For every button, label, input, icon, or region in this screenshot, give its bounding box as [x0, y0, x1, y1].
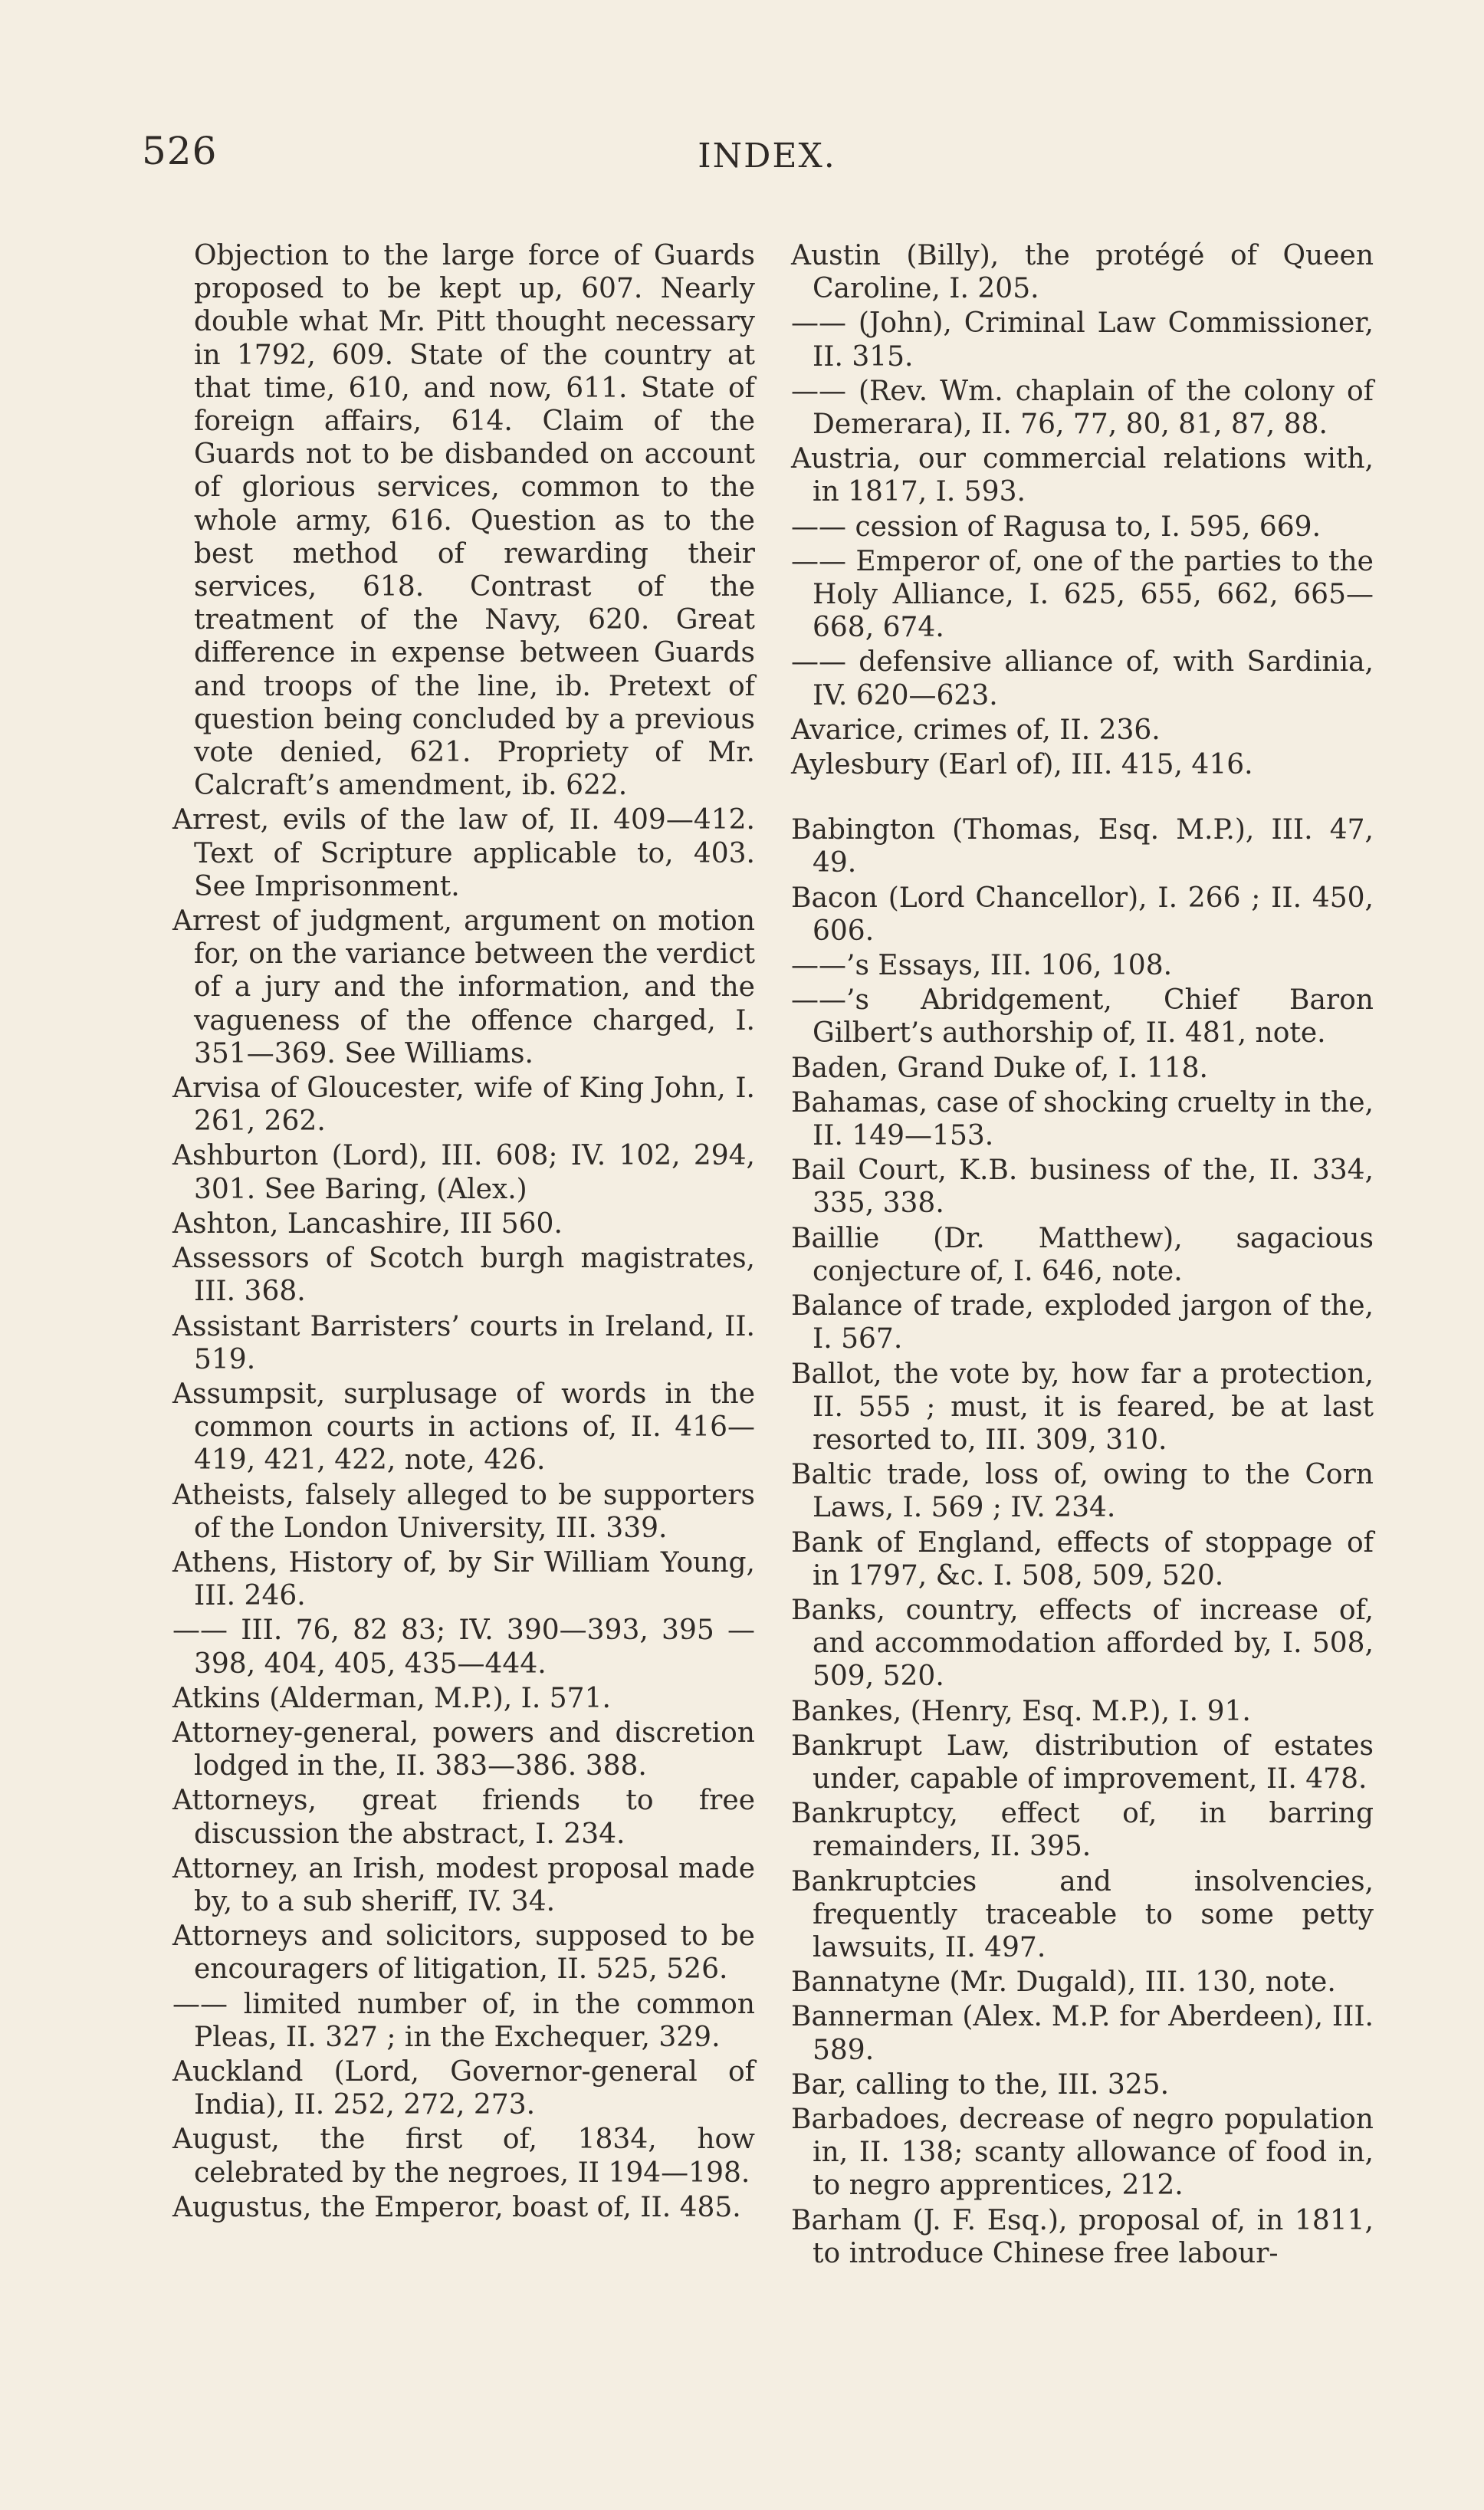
- index-entry: Ashburton (Lord), III. 608; IV. 102, 294, 301. See Baring, (Alex.): [172, 1140, 755, 1205]
- index-entry: Assessors of Scotch burgh magistrates, III. 368.: [172, 1243, 755, 1308]
- index-entry: Bacon (Lord Chancellor), I. 266 ; II. 450, 606.: [791, 882, 1374, 947]
- index-entry: —— (John), Criminal Law Commissioner, II. 315.: [791, 307, 1374, 373]
- index-entry: —— defensive alliance of, with Sardinia, IV. 620—623.: [791, 646, 1374, 711]
- index-entry: Baden, Grand Duke of, I. 118.: [791, 1052, 1208, 1084]
- index-entry: —— cession of Ragusa to, I. 595, 669.: [791, 511, 1321, 543]
- index-entry: Barham (J. F. Esq.), proposal of, in 1811, to introduce Chinese free labour-: [791, 2204, 1374, 2269]
- index-column-right: [791, 239, 1374, 2272]
- index-entry: Athens, History of, by Sir William Young, III. 246.: [172, 1546, 755, 1612]
- index-entry: Bank of England, effects of stoppage of in 1797, &c. I. 508, 509, 520.: [791, 1526, 1374, 1592]
- index-entry: Attorneys, great friends to free discussion the abstract, I. 234.: [172, 1785, 755, 1850]
- page-number: 526: [142, 129, 218, 173]
- index-entry: Baltic trade, loss of, owing to the Corn Laws, I. 569 ; IV. 234.: [791, 1459, 1374, 1524]
- page-header: [142, 129, 1392, 198]
- index-column-left: [172, 239, 755, 2226]
- index-entry: Ashton, Lancashire, III 560.: [172, 1207, 563, 1240]
- index-entry: Attorney-general, powers and discretion lodged in the, II. 383—386. 388.: [172, 1717, 755, 1782]
- index-entry: Assistant Barristers’ courts in Ireland, II. 519.: [172, 1310, 755, 1375]
- index-entry: Bail Court, K.B. business of the, II. 334, 335, 338.: [791, 1155, 1374, 1220]
- index-entry-continuation: Objection to the large force of Guards proposed to be kept up, 607. Nearly double what Mr. Pitt thought necessary in 1792, 609. State of the country at that time, 610, and now, 611. State of foreign affairs, 614. Claim of the Guards not to be disbanded on account of glorious services, common to the whole army, 616. Question as to the best method of rewarding their services, 618. Contrast of the treatment of the Navy, 620. Great difference in expense between Guards and troops of the line, ib. Pretext of question being concluded by a previous vote denied, 621. Propriety of Mr. Calcraft’s amendment, ib. 622.: [194, 240, 755, 802]
- index-entry: —— limited number of, in the common Pleas, II. 327 ; in the Exchequer, 329.: [172, 1988, 755, 2053]
- running-title: INDEX.: [698, 136, 836, 176]
- index-entry: —— III. 76, 82 83; IV. 390—393, 395 —398, 404, 405, 435—444.: [172, 1615, 755, 1680]
- index-entry: —— (Rev. Wm. chaplain of the colony of Demerara), II. 76, 77, 80, 81, 87, 88.: [791, 375, 1374, 441]
- index-entry: Assumpsit, surplusage of words in the common courts in actions of, II. 416—419, 421, 422, note, 426.: [172, 1378, 755, 1477]
- index-entry: —— Emperor of, one of the parties to the Holy Alliance, I. 625, 655, 662, 665—668, 674.: [791, 545, 1374, 644]
- index-entry: ——’s Essays, III. 106, 108.: [791, 950, 1173, 982]
- index-entry: Ballot, the vote by, how far a protection, II. 555 ; must, it is feared, be at last resorted to, III. 309, 310.: [791, 1358, 1374, 1456]
- index-entry: Banks, country, effects of increase of, and accommodation afforded by, I. 508, 509, 520.: [791, 1594, 1374, 1693]
- index-entry: Arrest of judgment, argument on motion for, on the variance between the verdict of a jury and the information, and the vagueness of the offence charged, I. 351—369. See Williams.: [172, 905, 755, 1069]
- index-entry: August, the first of, 1834, how celebrated by the negroes, II 194—198.: [172, 2124, 755, 2189]
- index-entry: Balance of trade, exploded jargon of the, I. 567.: [791, 1290, 1374, 1355]
- index-entry: Arrest, evils of the law of, II. 409—412. Text of Scripture applicable to, 403. See Imprisonment.: [172, 804, 755, 902]
- index-entry: Barbadoes, decrease of negro population in, II. 138; scanty allowance of food in, to negro apprentices, 212.: [791, 2103, 1374, 2202]
- index-entry: ——’s Abridgement, Chief Baron Gilbert’s authorship of, II. 481, note.: [791, 984, 1374, 1050]
- index-entry: Avarice, crimes of, II. 236.: [791, 714, 1161, 746]
- index-entry: Bankruptcies and insolvencies, frequently traceable to some petty lawsuits, II. 497.: [791, 1865, 1374, 1963]
- index-entry: Attorneys and solicitors, supposed to be encouragers of litigation, II. 525, 526.: [172, 1920, 755, 1986]
- index-entry: Auckland (Lord, Governor-general of India), II. 252, 272, 273.: [172, 2055, 755, 2121]
- index-entry: Aylesbury (Earl of), III. 415, 416.: [791, 749, 1253, 781]
- index-entry: Atheists, falsely alleged to be supporters of the London University, III. 339.: [172, 1479, 755, 1544]
- index-entry: Atkins (Alderman, M.P.), I. 571.: [172, 1682, 611, 1714]
- index-entry: Bankruptcy, effect of, in barring remainders, II. 395.: [791, 1798, 1374, 1863]
- index-entry: Austin (Billy), the protégé of Queen Caroline, I. 205.: [791, 240, 1374, 305]
- index-entry: Bankrupt Law, distribution of estates under, capable of improvement, II. 478.: [791, 1730, 1374, 1795]
- index-entry: Bahamas, case of shocking cruelty in the, II. 149—153.: [791, 1086, 1374, 1152]
- index-entry: Augustus, the Emperor, boast of, II. 485.: [172, 2191, 741, 2223]
- index-entry: Bannatyne (Mr. Dugald), III. 130, note.: [791, 1966, 1336, 1999]
- index-entry: Bankes, (Henry, Esq. M.P.), I. 91.: [791, 1695, 1251, 1727]
- index-entry: Babington (Thomas, Esq. M.P.), III. 47, 49.: [791, 814, 1374, 879]
- index-entry: Attorney, an Irish, modest proposal made by, to a sub sheriff, IV. 34.: [172, 1852, 755, 1917]
- index-entry: Austria, our commercial relations with, in 1817, I. 593.: [791, 443, 1374, 508]
- letter-section-gap: [791, 783, 1374, 813]
- index-entry: Bannerman (Alex. M.P. for Aberdeen), III. 589.: [791, 2001, 1374, 2066]
- index-entry: Baillie (Dr. Matthew), sagacious conjecture of, I. 646, note.: [791, 1222, 1374, 1287]
- index-entry: Bar, calling to the, III. 325.: [791, 2068, 1170, 2101]
- index-entry: Arvisa of Gloucester, wife of King John, I. 261, 262.: [172, 1073, 755, 1138]
